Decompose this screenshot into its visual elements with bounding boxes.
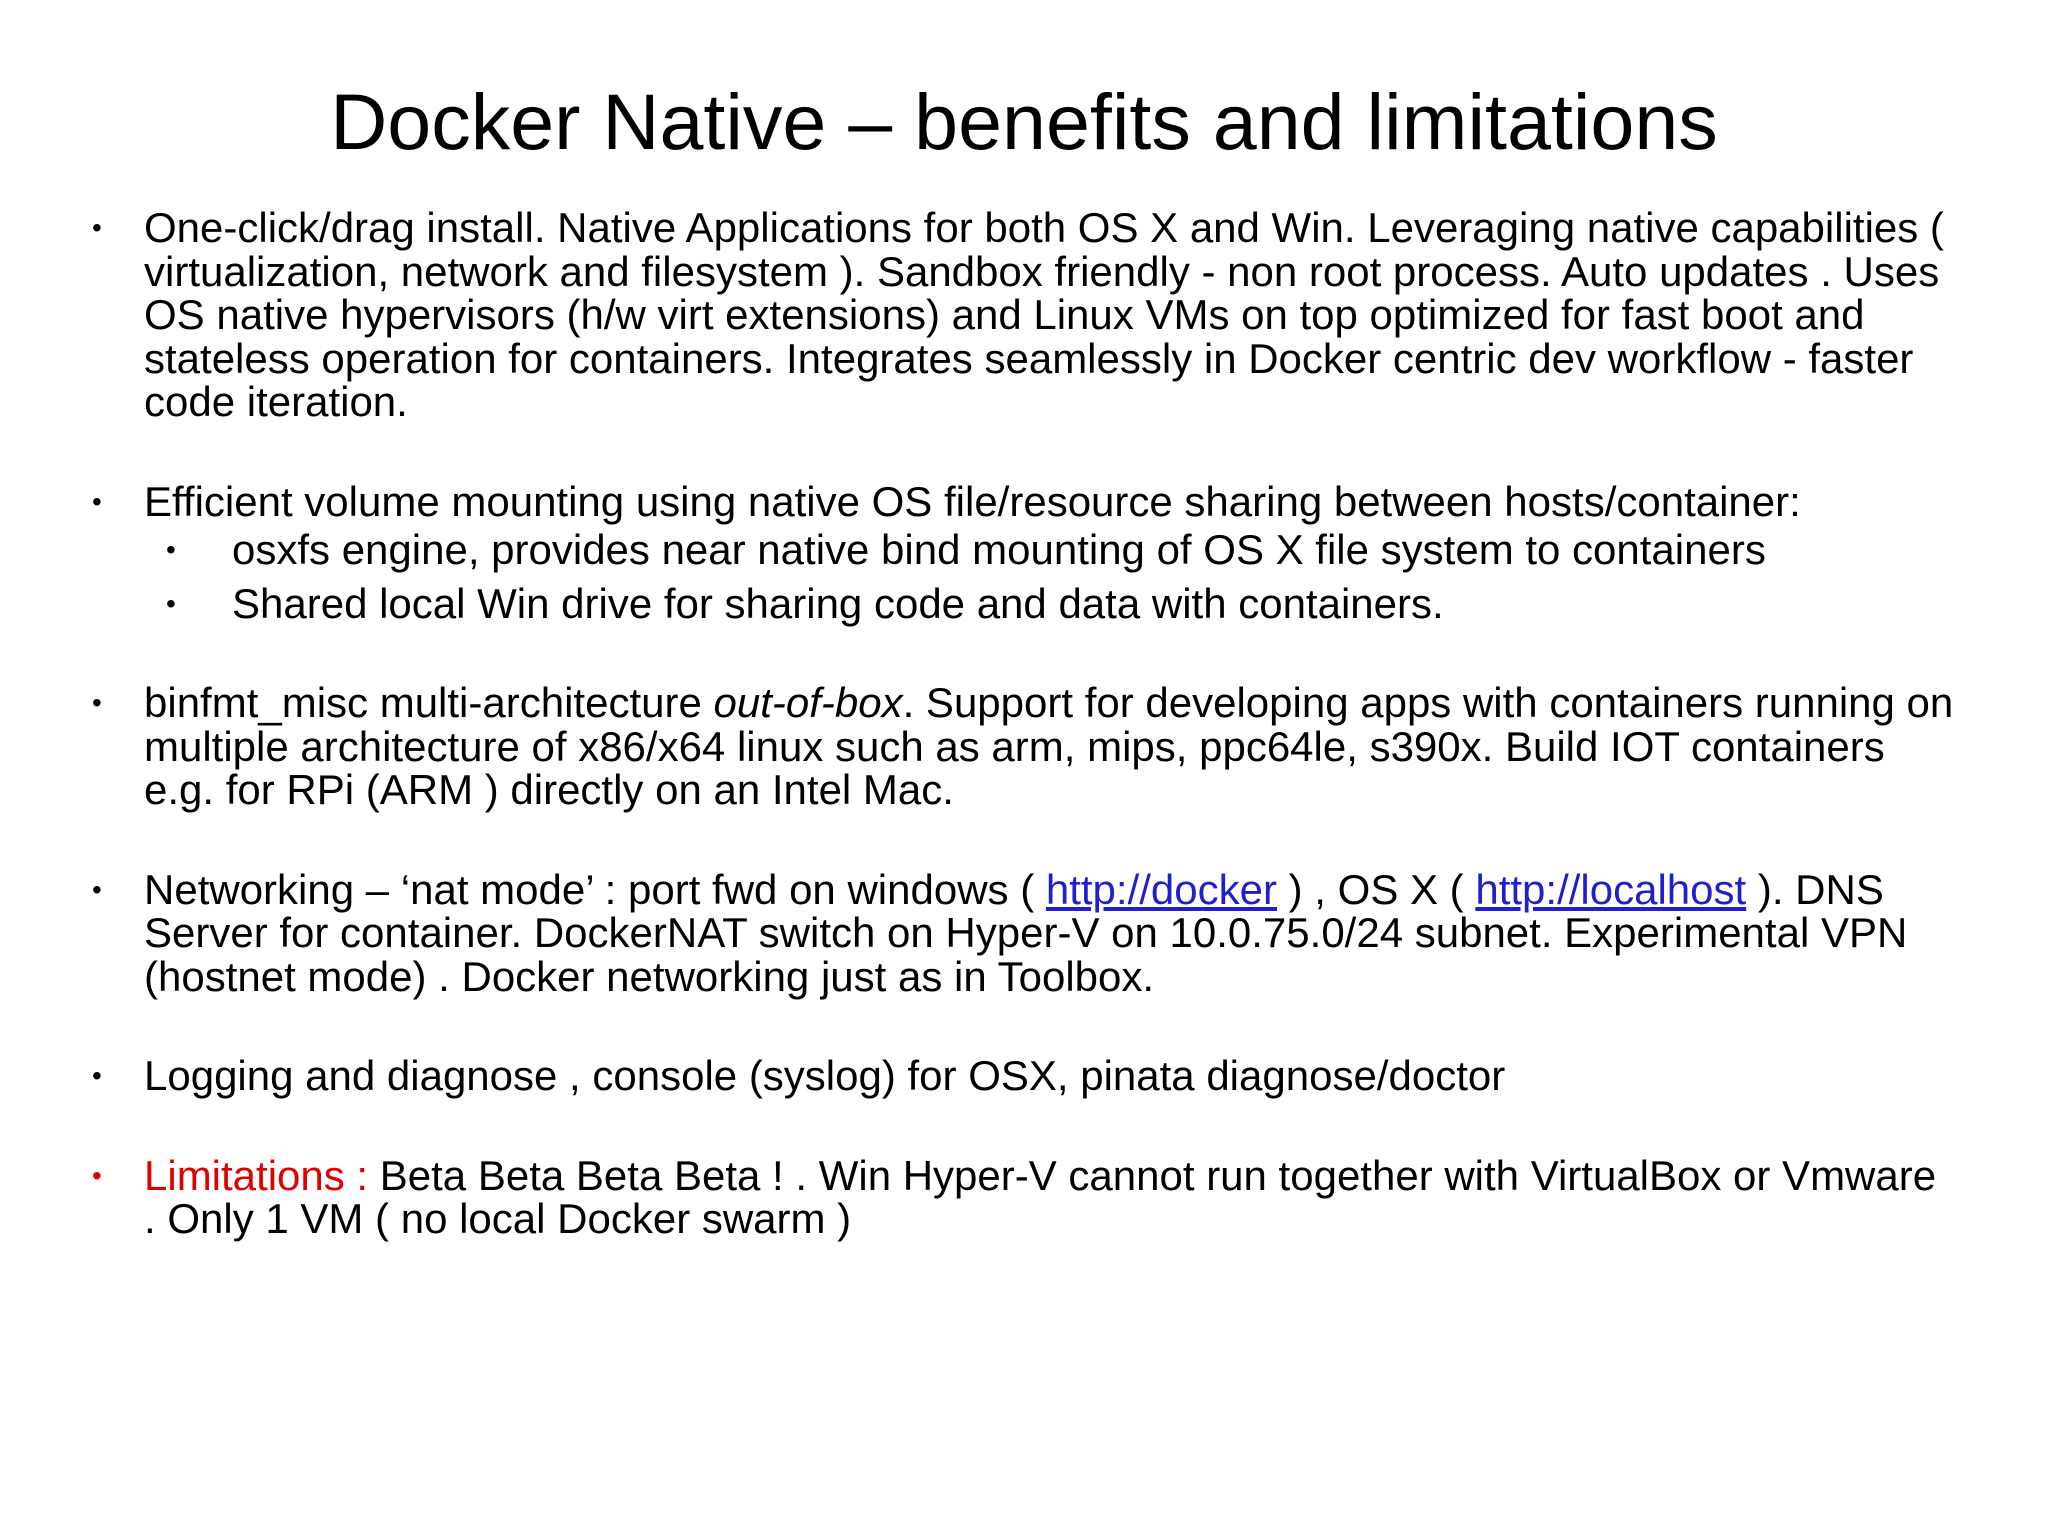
- bullet-binfmt: [96, 681, 1956, 812]
- sub-bullet-osxfs-text: osxfs engine, provides near native bind mounting of OS X file system to containers: [232, 526, 1766, 573]
- bullet-logging-text: Logging and diagnose , console (syslog) for OSX, pinata diagnose/doctor: [144, 1052, 1506, 1099]
- link-docker[interactable]: http://docker: [1045, 865, 1277, 913]
- sub-bullet-win-drive-text: Shared local Win drive for sharing code and data with containers.: [232, 580, 1444, 627]
- bullet-install-text: One-click/drag install. Native Applications for both OS X and Win. Leveraging native capabilities ( virtualization, network and filesystem ). Sandbox friendly - non root process. Auto updates . Uses OS native hypervisors (h/w virt extensions) and Linux VMs on top optimized for fast boot and stateless operation for containers. Integrates seamlessly in Docker centric dev workflow - faster code iteration.: [144, 204, 1944, 425]
- bullet-networking-text-3: ). DNS Server for container. DockerNAT switch on Hyper-V on 10.0.75.0/24 subnet. Experimental VPN (hostnet mode) . Docker networking just as in Toolbox.: [144, 865, 1908, 1000]
- sub-bullet-osxfs: [96, 523, 1956, 577]
- bullet-limitations: [96, 1151, 1956, 1242]
- limitations-text: Beta Beta Beta Beta ! . Win Hyper-V cannot run together with VirtualBox or Vmware . Only 1 VM ( no local Docker swarm ): [144, 1151, 1937, 1242]
- bullet-volume: [96, 477, 1956, 525]
- sub-bullet-win-drive: [96, 577, 1956, 631]
- bullet-binfmt-italic: out-of-box: [713, 679, 903, 726]
- bullet-networking: [96, 865, 1956, 1000]
- bullet-install: [96, 206, 1956, 424]
- bullet-networking-text-2: ) , OS X (: [1276, 865, 1476, 913]
- bullet-binfmt-text-after: . Support for developing apps with containers running on multiple architecture of x86/x64 linux such as arm, mips, ppc64le, s390x. Build IOT containers e.g. for RPi (ARM ) directly on an Intel Mac.: [144, 679, 1954, 813]
- link-localhost[interactable]: http://localhost: [1475, 865, 1747, 913]
- limitations-label: Limitations :: [144, 1151, 380, 1199]
- bullet-volume-text: Efficient volume mounting using native OS file/resource sharing between hosts/container:: [144, 477, 1801, 525]
- bullet-networking-text-1: Networking – ‘nat mode’ : port fwd on windows (: [144, 865, 1046, 913]
- bullet-logging: [96, 1054, 1956, 1098]
- bullet-binfmt-text-before: binfmt_misc multi-architecture: [144, 679, 714, 726]
- slide-title: Docker Native – benefits and limitations: [330, 77, 1718, 166]
- slide-content: [96, 206, 1956, 1241]
